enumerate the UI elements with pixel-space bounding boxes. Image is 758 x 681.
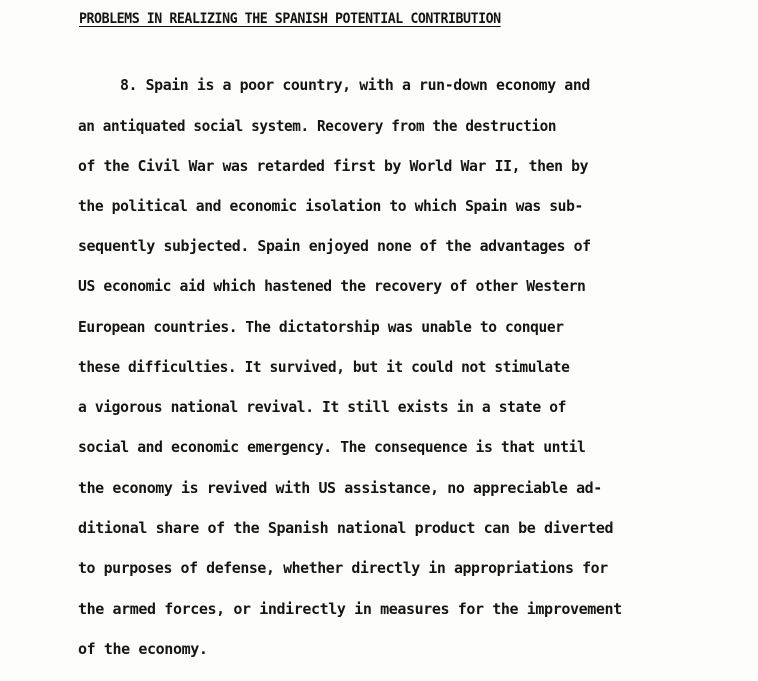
paragraph-line: the economy is revived with US assistance, no appreciable ad-	[78, 479, 602, 497]
paragraph-line: social and economic emergency. The consequence is that until	[78, 438, 586, 456]
paragraph-line: the political and economic isolation to which Spain was sub-	[78, 197, 583, 215]
paragraph-line: a vigorous national revival. It still exists in a state of	[78, 398, 567, 416]
paragraph-line: of the economy.	[78, 640, 208, 658]
paragraph-line: of the Civil War was retarded first by World War II, then by	[78, 157, 589, 175]
paragraph-line: these difficulties. It survived, but it could not stimulate	[78, 358, 570, 376]
paragraph-line: an antiquated social system. Recovery from the destruction	[78, 117, 557, 135]
paragraph-line: European countries. The dictatorship was unable to conquer	[78, 318, 564, 336]
section-heading: PROBLEMS IN REALIZING THE SPANISH POTENTIAL CONTRIBUTION	[79, 11, 501, 27]
paragraph-line: to purposes of defense, whether directly in appropriations for	[78, 559, 608, 577]
paragraph-line: the armed forces, or indirectly in measures for the improvement	[78, 600, 622, 618]
paragraph-line: ditional share of the Spanish national product can be diverted	[78, 519, 614, 537]
paragraph-line: US economic aid which hastened the recovery of other Western	[78, 277, 586, 295]
paragraph-line: sequently subjected. Spain enjoyed none of the advantages of	[78, 237, 591, 255]
paragraph-line: 8. Spain is a poor country, with a run-down economy and	[120, 76, 590, 94]
